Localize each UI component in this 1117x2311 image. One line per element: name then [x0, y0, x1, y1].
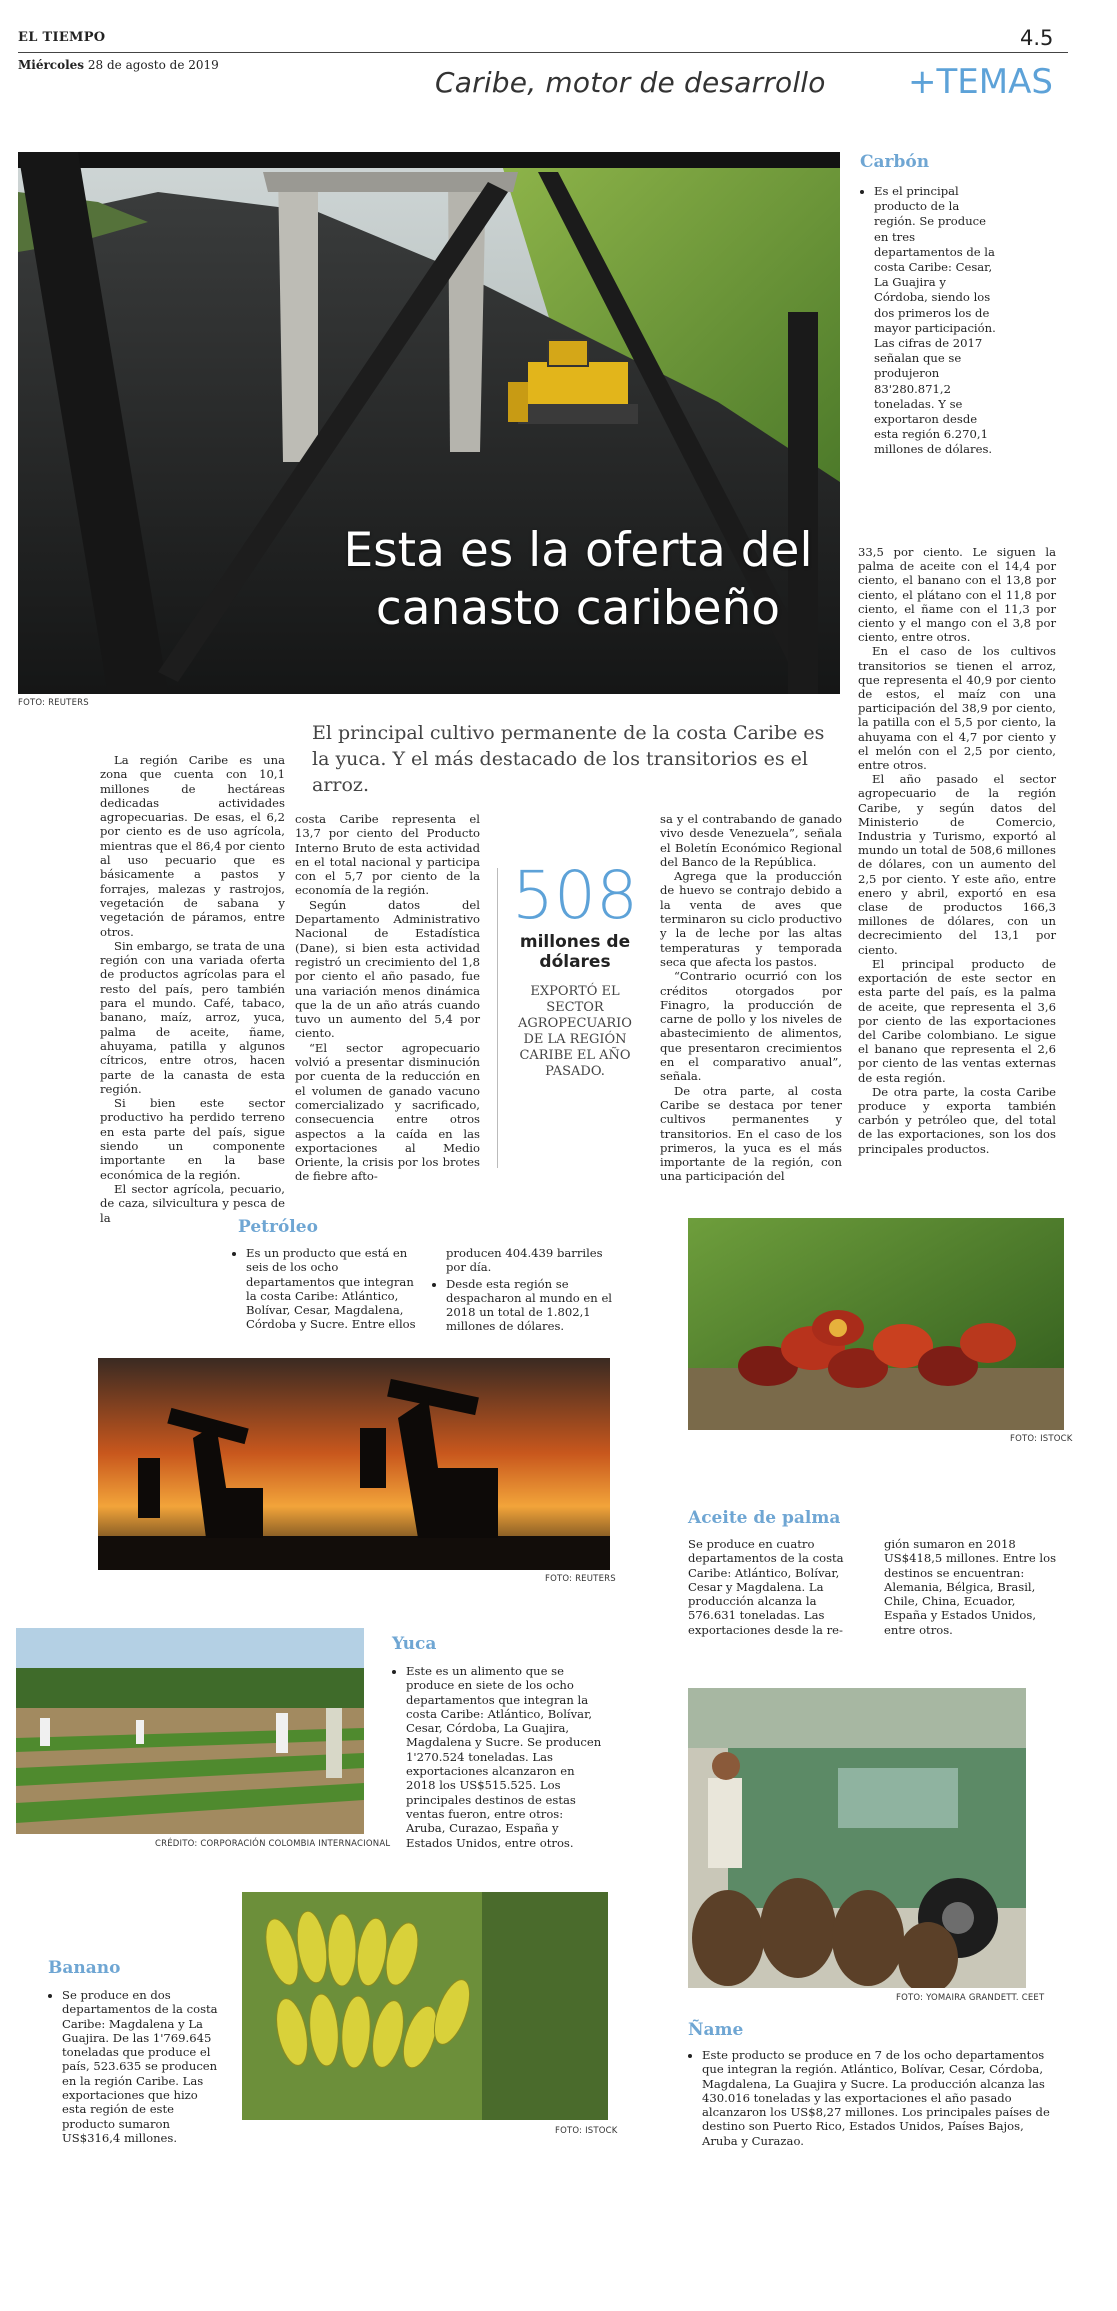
- col3-paragraph: De otra parte, al costa Caribe se destaca por tener cultivos permanentes y transitorios. En el caso de los primeros, la yuca es el más importante de la región, con una participación del: [660, 1083, 842, 1184]
- col4-paragraph: En el caso de los cultivos transitorios se tienen el arroz, que representa el 40,9 por ciento de estos, el maíz con una participación del 38,9 por ciento, la patilla con el 5,5 por ciento, la ahuyama con el 4,7 por ciento y el melón con el 2,5 por ciento, entre otros.: [858, 644, 1056, 773]
- name-title: Ñame: [688, 2020, 744, 2040]
- date-weekday: Miércoles: [18, 58, 85, 72]
- palma-title: Aceite de palma: [688, 1508, 841, 1528]
- palm-oil-photo: [688, 1218, 1064, 1430]
- col4-paragraph: El año pasado el sector agropecuario de la región Caribe, y según datos del Ministerio de Comercio, Industria y Turismo, exportó al mundo un total de 508,6 millones de dólares, con un aumento del 2,5 por ciento. Y este año, entre enero y abril, exportó en esa clase de productos 166,3 millones de dólares, con un decrecimiento del 13,1 por ciento.: [858, 772, 1056, 957]
- col4-paragraph: El principal producto de exportación de este sector en esta parte del país, es la palma de aceite, que representa el 3,6 por ciento de las exportaciones del Caribe colombiano. Le sigue el banano que representa el 2,6 por ciento de las ventas externas de esta región.: [858, 956, 1056, 1085]
- date-rest: 28 de agosto de 2019: [87, 58, 219, 72]
- col3-paragraph: Agrega que la producción de huevo se contrajo debido a la venta de aves que terminaron su ciclo productivo y la de leche por las altas temperaturas y temporada seca que afecta los pastos.: [660, 869, 842, 969]
- yuca-field-photo: [16, 1628, 364, 1834]
- carbon-bullet: • Es el principal producto de la región. Se produce en tres departamentos de la costa Caribe: Cesar, La Guajira y Córdoba, siendo los dos primeros los de mayor participación. Las cifras de 2017 señalan que se produjeron 83'280.871,2 toneladas. Y se exportaron desde esta región 6.270,1 millones de dólares.: [874, 184, 1000, 458]
- petroleo-text-col2: [432, 1246, 612, 1336]
- banano-title: Banano: [48, 1958, 121, 1978]
- paper-name: EL TIEMPO: [18, 30, 106, 45]
- palma-text-col1: Se produce en cuatro departamentos de la costa Caribe: Atlántico, Bolívar, Cesar y Magdalena. La producción alcanza la 576.631 toneladas. Las exportaciones desde la re-: [688, 1537, 844, 1637]
- petroleo-bullet-2: • Desde esta región se despacharon al mundo en el 2018 un total de 1.802,1 millones de dólares.: [446, 1277, 612, 1334]
- palma-text-col2: gión sumaron en 2018 US$418,5 millones. Entre los destinos se encuentran: Alemania, Bélgica, Brasil, Chile, China, Ecuador, España y Estados Unidos, entre otros.: [884, 1537, 1057, 1637]
- petroleo-text-col1: [232, 1246, 422, 1334]
- coal-photo: [18, 152, 840, 694]
- col2-paragraph: “El sector agropecuario volvió a presentar disminución por cuenta de la reducción en el volumen de ganado vacuno comercializado y sacrificado, consecuencia entre otros aspectos a la caída en las exportaciones al Medio Oriente, la crisis por los brotes de fiebre afto-: [295, 1040, 480, 1184]
- oil-pump-photo: [98, 1358, 610, 1570]
- col1-paragraph: Si bien este sector productivo ha perdido terreno en esta parte del país, sigue siendo un componente importante en la base económica de la región.: [100, 1096, 285, 1182]
- temas-tag: +TEMAS: [908, 62, 1053, 102]
- yuca-credit: CRÉDITO: CORPORACIÓN COLOMBIA INTERNACIONAL: [155, 1839, 391, 1849]
- issue-date: [18, 58, 219, 72]
- col2-paragraph: costa Caribe representa el 13,7 por ciento del Producto Interno Bruto de esta actividad en el total nacional y participa con el 5,7 por ciento de la economía de la región.: [295, 812, 480, 898]
- carbon-title: Carbón: [860, 152, 930, 172]
- petroleo-credit: FOTO: REUTERS: [545, 1574, 616, 1584]
- col1-paragraph: El sector agrícola, pecuario, de caza, silvicultura y pesca de la: [100, 1181, 285, 1225]
- stat-number: 508: [512, 857, 638, 934]
- section-title: Caribe, motor de desarrollo: [435, 66, 826, 99]
- article-column-4: [858, 545, 1056, 1156]
- article-column-1: [100, 753, 285, 1225]
- main-photo-credit: FOTO: REUTERS: [18, 698, 89, 708]
- name-truck-photo: [688, 1688, 1026, 1988]
- article-deck: El principal cultivo permanente de la costa Caribe es la yuca. Y el más destacado de los transitorios es el arroz.: [312, 722, 825, 796]
- banana-photo: [242, 1892, 608, 2120]
- name-text: [688, 2048, 1060, 2150]
- petroleo-title: Petróleo: [238, 1217, 318, 1237]
- palma-credit: FOTO: ISTOCK: [1010, 1434, 1073, 1444]
- banano-bullet: • Se produce en dos departamentos de la costa Caribe: Magdalena y La Guajira. De las 1'769.645 toneladas que produce el país, 523.635 se producen en la región Caribe. Las exportaciones que hizo esta región de este producto sumaron US$316,4 millones.: [62, 1988, 220, 2145]
- carbon-text: [860, 184, 1000, 460]
- page-number: 4.5: [1020, 26, 1054, 50]
- petroleo-bullet-1-cont: producen 404.439 barriles por día.: [446, 1246, 603, 1275]
- stat-caption: EXPORTÓ EL SECTOR AGROPECUARIO DE LA REGIÓN CARIBE EL AÑO PASADO.: [518, 984, 632, 1079]
- main-headline: [318, 522, 838, 638]
- col2-paragraph: Según datos del Departamento Administrativo Nacional de Estadística (Dane), si bien esta actividad registró un crecimiento del 1,8 por ciento el año pasado, fue una variación menos dinámica que la de un año atrás cuando tuvo un aumento del 5,4 por ciento.: [295, 897, 480, 1041]
- article-column-2: [295, 812, 480, 1184]
- header-rule: [18, 52, 1068, 53]
- headline-line-2: canasto caribeño: [375, 581, 781, 636]
- article-column-3: [660, 812, 842, 1184]
- headline-line-1: Esta es la oferta del: [343, 523, 813, 578]
- stat-unit-1: millones de: [519, 932, 631, 952]
- col3-paragraph: “Contrario ocurrió con los créditos otorgados por Finagro, la producción de carne de pollo y los niveles de abastecimiento de alimentos, que presentaron crecimientos en el comparativo anual”, señala.: [660, 969, 842, 1084]
- yuca-title: Yuca: [392, 1634, 437, 1654]
- name-bullet: • Este producto se produce en 7 de los ocho departamentos que integran la región. Atlántico, Bolívar, Cesar, Córdoba, Magdalena, La Guajira y Sucre. La producción alcanza las 430.016 toneladas y las exportaciones el año pasado alcanzaron los US$8,27 millones. Los principales países de destino son Puerto Rico, Estados Unidos, Países Bajos, Aruba y Curazao.: [702, 2048, 1060, 2148]
- stat-unit-2: dólares: [539, 952, 611, 972]
- yuca-bullet: • Este es un alimento que se produce en siete de los ocho departamentos que integran la costa Caribe: Atlántico, Bolívar, Cesar, Córdoba, La Guajira, Magdalena y Sucre. Se producen 1'270.524 toneladas. Las exportaciones alcanzaron en 2018 los US$515.525. Los principales destinos de estas ventas fueron, entre otros: Aruba, Curazao, España y Estados Unidos, entre otros.: [406, 1664, 604, 1850]
- name-credit: FOTO: YOMAIRA GRANDETT. CEET: [896, 1993, 1045, 2003]
- yuca-text: [392, 1664, 604, 1852]
- col3-paragraph: sa y el contrabando de ganado vivo desde Venezuela”, señala el Boletín Económico Regional del Banco de la República.: [660, 812, 842, 869]
- col1-paragraph: Sin embargo, se trata de una región con una variada oferta de productos agrícolas para el resto del país, pero también para el mundo. Café, tabaco, banano, maíz, arroz, yuca, palma de aceite, ñame, ahuyama, patilla y algunos cítricos, entre otros, hacen parte de la canasta de esta región.: [100, 938, 285, 1096]
- stat-box: [510, 857, 640, 1080]
- col4-paragraph: De otra parte, la costa Caribe produce y exporta también carbón y petróleo que, del total de las exportaciones, son los dos principales productos.: [858, 1084, 1056, 1156]
- col1-paragraph: La región Caribe es una zona que cuenta con 10,1 millones de hectáreas dedicadas actividades agropecuarias. De esas, el 6,2 por ciento es de uso agrícola, mientras que el 86,4 por ciento al uso pecuario que es básicamente a pastos y forrajes, malezas y rastrojos, vegetación de sabana y vegetación de páramos, entre otros.: [100, 753, 285, 939]
- col4-paragraph: 33,5 por ciento. Le siguen la palma de aceite con el 14,4 por ciento, el banano con el 13,8 por ciento, el plátano con el 11,8 por ciento, el ñame con el 11,3 por ciento y el mango con el 3,8 por ciento, entre otros.: [858, 545, 1056, 645]
- petroleo-bullet-1: • Es un producto que está en seis de los ocho departamentos que integran la costa Caribe: Atlántico, Bolívar, Cesar, Magdalena, Córdoba y Sucre. Entre ellos: [246, 1246, 422, 1332]
- stat-divider: [497, 868, 498, 1168]
- banano-text: [48, 1988, 220, 2147]
- banano-credit: FOTO: ISTOCK: [555, 2126, 618, 2136]
